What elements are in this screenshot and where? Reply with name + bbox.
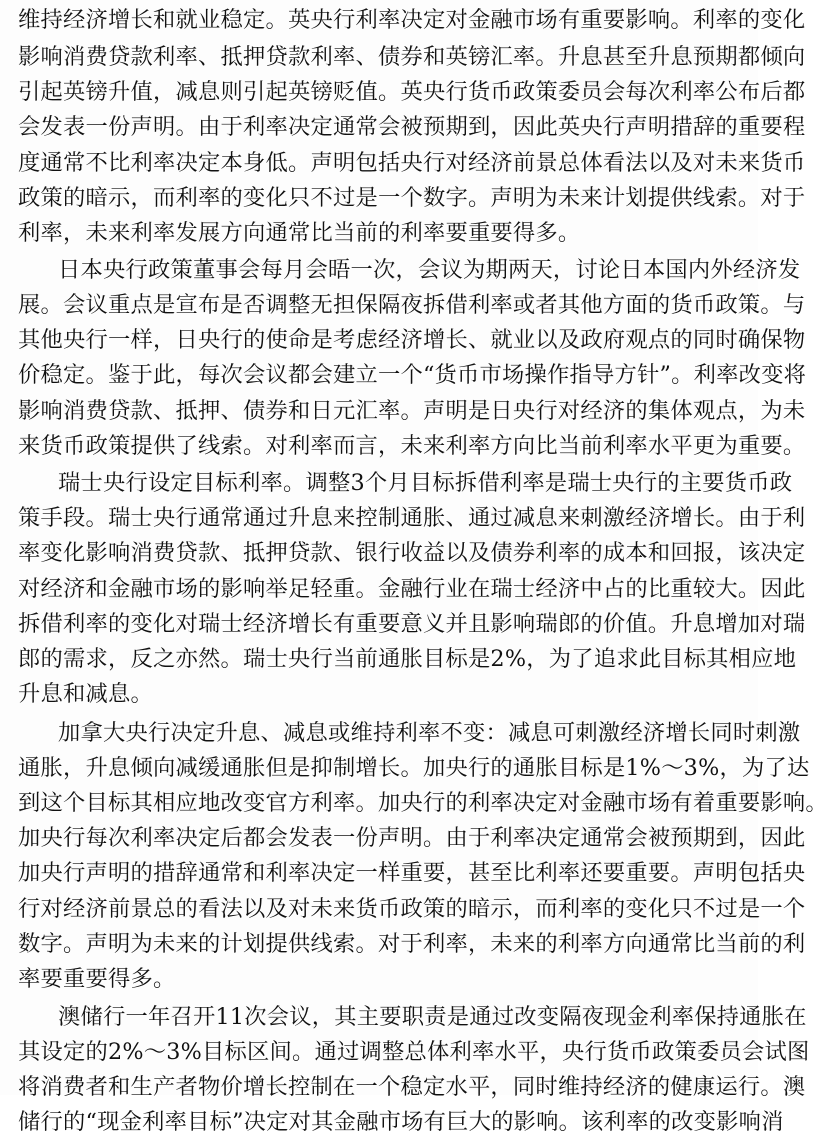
text-line: 通胀，升息倾向减缓通胀但是抑制增长。加央行的通胀目标是1%～3%，为了达	[18, 755, 810, 781]
text-line: 会发表一份声明。由于利率决定通常会被预期到，因此英央行声明措辞的重要程	[18, 114, 806, 140]
text-line: 影响消费贷款利率、抵押贷款利率、债券和英镑汇率。升息甚至升息预期都倾向	[18, 44, 806, 70]
text-line: 加拿大央行决定升息、减息或维持利率不变：减息可刺激经济增长同时刺激	[58, 720, 801, 746]
text-line: 日本央行政策董事会每月会晤一次，会议为期两天，讨论日本国内外经济发	[58, 257, 801, 283]
text-line: 将消费者和生产者物价增长控制在一个稳定水平，同时维持经济的健康运行。澳	[18, 1074, 806, 1100]
text-line: 到这个目标其相应地改变官方利率。加央行的利率决定对金融市场有着重要影响。	[18, 790, 828, 816]
text-line: 率要重要得多。	[18, 966, 176, 992]
text-line: 策手段。瑞士央行通常通过升息来控制通胀、通过减息来刺激经济增长。由于利	[18, 505, 806, 531]
text-line: 拆借利率的变化对瑞士经济增长有重要意义并且影响瑞郎的价值。升息增加对瑞	[18, 611, 806, 637]
text-line: 度通常不比利率决定本身低。声明包括央行对经济前景总体看法以及对未来货币	[18, 150, 806, 176]
text-line: 数字。声明为未来的计划提供线索。对于利率，未来的利率方向通常比当前的利	[18, 931, 806, 957]
text-line: 利率，未来利率发展方向通常比当前的利率要重要得多。	[18, 220, 581, 246]
text-line: 澳储行一年召开11次会议，其主要职责是通过改变隔夜现金利率保持通胀在	[58, 1004, 807, 1030]
text-line: 政策的暗示，而利率的变化只不过是一个数字。声明为未来计划提供线索。对于	[18, 185, 806, 211]
text-line: 其设定的2%～3%目标区间。通过调整总体利率水平，央行货币政策委员会试图	[18, 1039, 810, 1065]
text-line: 郎的需求，反之亦然。瑞士央行当前通胀目标是2%，为了追求此目标其相应地	[18, 646, 797, 672]
text-line: 升息和减息。	[18, 681, 153, 707]
text-line: 价稳定。鉴于此，每次会议都会建立一个“货币市场操作指导方针”。利率改变将	[18, 362, 807, 388]
text-line: 维持经济增长和就业稳定。英央行利率决定对金融市场有重要影响。利率的变化	[18, 7, 806, 33]
text-line: 来货币政策提供了线索。对利率而言，未来利率方向比当前利率水平更为重要。	[18, 433, 806, 459]
text-line: 对经济和金融市场的影响举足轻重。金融行业在瑞士经济中占的比重较大。因此	[18, 576, 806, 602]
text-line: 引起英镑升值，减息则引起英镑贬值。英央行货币政策委员会每次利率公布后都	[18, 79, 806, 105]
text-line: 其他央行一样，日央行的使命是考虑经济增长、就业以及政府观点的同时确保物	[18, 327, 806, 353]
text-line: 率变化影响消费贷款、抵押贷款、银行收益以及债券利率的成本和回报，该决定	[18, 540, 806, 566]
text-line: 加央行声明的措辞通常和利率决定一样重要，甚至比利率还要重要。声明包括央	[18, 860, 806, 886]
text-line: 加央行每次利率决定后都会发表一份声明。由于利率决定通常会被预期到，因此	[18, 825, 806, 851]
text-line: 瑞士央行设定目标利率。调整3个月目标拆借利率是瑞士央行的主要货币政	[58, 470, 793, 496]
text-line: 行对经济前景总的看法以及对未来货币政策的暗示，而利率的变化只不过是一个	[18, 896, 806, 922]
text-line: 影响消费贷款、抵押、债券和日元汇率。声明是日央行对经济的集体观点，为未	[18, 398, 806, 424]
text-line: 展。会议重点是宣布是否调整无担保隔夜拆借利率或者其他方面的货币政策。与	[18, 292, 806, 318]
text-line: 储行的“现金利率目标”决定对其金融市场有巨大的影响。该利率的改变影响消	[18, 1109, 784, 1135]
